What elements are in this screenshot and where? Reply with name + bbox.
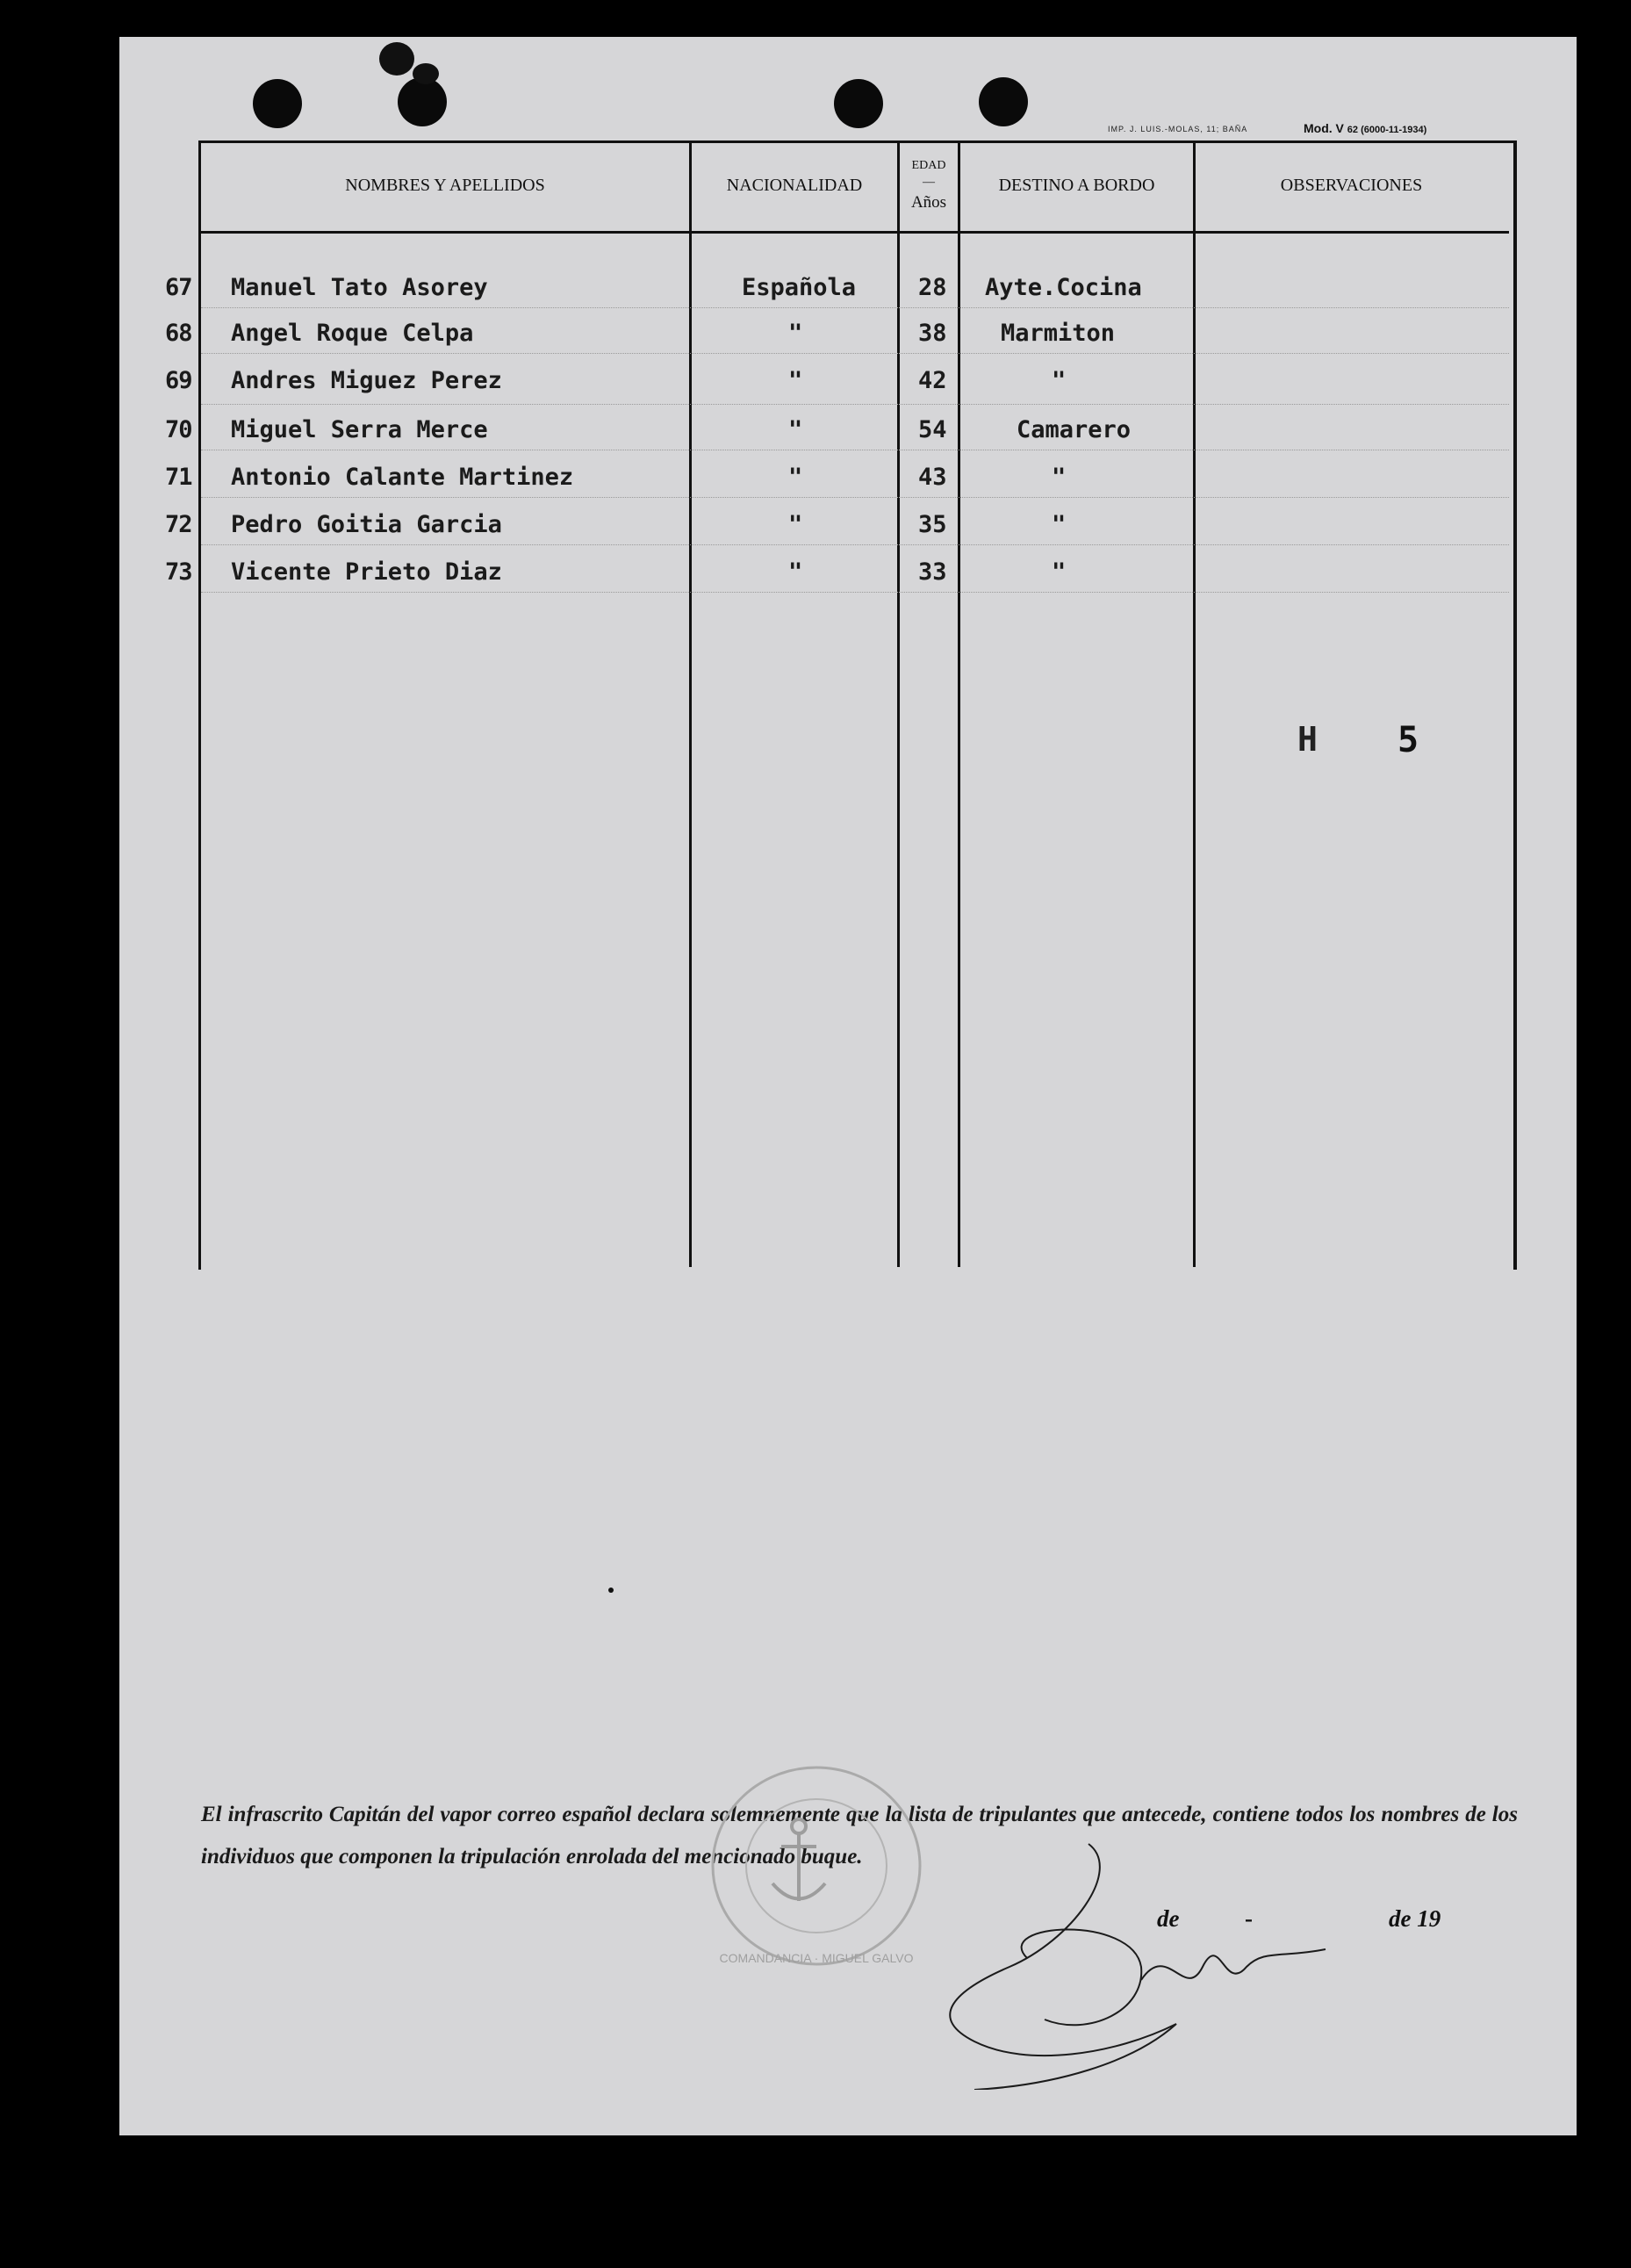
- crew-nationality: ": [788, 320, 803, 347]
- column-divider: [958, 140, 960, 1267]
- crew-destination: Camarero: [1017, 416, 1132, 443]
- table-row: [0, 558, 1631, 594]
- crew-name: Angel Roque Celpa: [231, 320, 474, 347]
- crew-destination: Ayte.Cocina: [985, 274, 1142, 301]
- column-divider: [1193, 140, 1196, 1267]
- date-year: de 19: [1389, 1905, 1441, 1932]
- column-header-age: [900, 140, 958, 231]
- row-number: 70: [165, 416, 192, 443]
- ink-smudge: [413, 63, 439, 84]
- table-row: [0, 511, 1631, 546]
- crew-nationality: Española: [742, 274, 857, 301]
- table-row: [0, 367, 1631, 402]
- column-divider: [689, 140, 692, 1267]
- age-header-unit: Años: [910, 192, 947, 212]
- row-number: 72: [165, 511, 192, 538]
- row-number: 69: [165, 367, 192, 394]
- column-header-destination: DESTINO A BORDO: [998, 176, 1155, 195]
- header-rule: [201, 231, 1509, 234]
- age-header-dash: —: [923, 175, 935, 189]
- row-number: 73: [165, 558, 192, 586]
- crew-name: Antonio Calante Martinez: [231, 464, 574, 491]
- crew-name: Andres Miguez Perez: [231, 367, 502, 394]
- punch-hole: [253, 79, 302, 128]
- table-row: [0, 416, 1631, 451]
- crew-age: 28: [918, 274, 947, 301]
- printer-imprint: IMP. J. LUIS.-MOLAS, 11; BAÑA: [1108, 125, 1248, 133]
- row-number: 71: [165, 464, 192, 491]
- table-row: [0, 274, 1631, 309]
- captain-declaration: El infrascrito Capitán del vapor correo español declara solemnemente que la lista de tripulantes que antecede, contiene todos los nombres de los individuos que componen la tripulación enrolada del mencionado buque.: [201, 1803, 1518, 1868]
- form-code-label: Mod. V: [1304, 121, 1344, 135]
- anchor-icon: [772, 1819, 825, 1901]
- crew-name: Pedro Goitia Garcia: [231, 511, 502, 538]
- date-de: de: [1157, 1905, 1180, 1932]
- column-header-names: NOMBRES Y APELLIDOS: [345, 176, 545, 195]
- crew-nationality: ": [788, 558, 803, 586]
- captain-signature: [913, 1835, 1334, 2090]
- crew-age: 35: [918, 511, 947, 538]
- form-code: [1304, 121, 1426, 135]
- ink-dot: [608, 1588, 614, 1593]
- crew-nationality: ": [788, 416, 803, 443]
- punch-hole: [979, 77, 1028, 126]
- row-number: 68: [165, 320, 192, 347]
- crew-age: 54: [918, 416, 947, 443]
- punch-hole: [398, 77, 447, 126]
- crew-age: 43: [918, 464, 947, 491]
- crew-nationality: ": [788, 464, 803, 491]
- crew-age: 38: [918, 320, 947, 347]
- crew-destination: ": [1052, 367, 1067, 394]
- crew-age: 33: [918, 558, 947, 586]
- row-number: 67: [165, 274, 192, 301]
- crew-age: 42: [918, 367, 947, 394]
- crew-destination: ": [1052, 464, 1067, 491]
- form-code-detail: 62 (6000-11-1934): [1347, 125, 1427, 135]
- crew-nationality: ": [788, 511, 803, 538]
- table-row: [0, 320, 1631, 355]
- ink-smudge: [379, 42, 414, 76]
- column-header-observations: OBSERVACIONES: [1280, 176, 1423, 195]
- column-divider: [897, 140, 900, 1267]
- harbor-stamp: [702, 1760, 930, 1971]
- column-header-nationality: NACIONALIDAD: [726, 176, 863, 195]
- tally-mark: H: [1297, 720, 1318, 759]
- crew-name: Manuel Tato Asorey: [231, 274, 488, 301]
- ruled-line: [201, 404, 1509, 405]
- crew-table: [198, 140, 1517, 1270]
- crew-destination: Marmiton: [1001, 320, 1116, 347]
- stamp-text: COMANDANCIA · MIGUEL GALVO: [719, 1951, 914, 1965]
- crew-destination: ": [1052, 558, 1067, 586]
- table-row: [0, 464, 1631, 499]
- crew-nationality: ": [788, 367, 803, 394]
- crew-destination: ": [1052, 511, 1067, 538]
- crew-name: Miguel Serra Merce: [231, 416, 488, 443]
- age-header-top: EDAD: [911, 158, 946, 172]
- punch-hole: [834, 79, 883, 128]
- date-dash: -: [1245, 1905, 1253, 1932]
- tally-count: 5: [1397, 720, 1419, 760]
- crew-name: Vicente Prieto Diaz: [231, 558, 502, 586]
